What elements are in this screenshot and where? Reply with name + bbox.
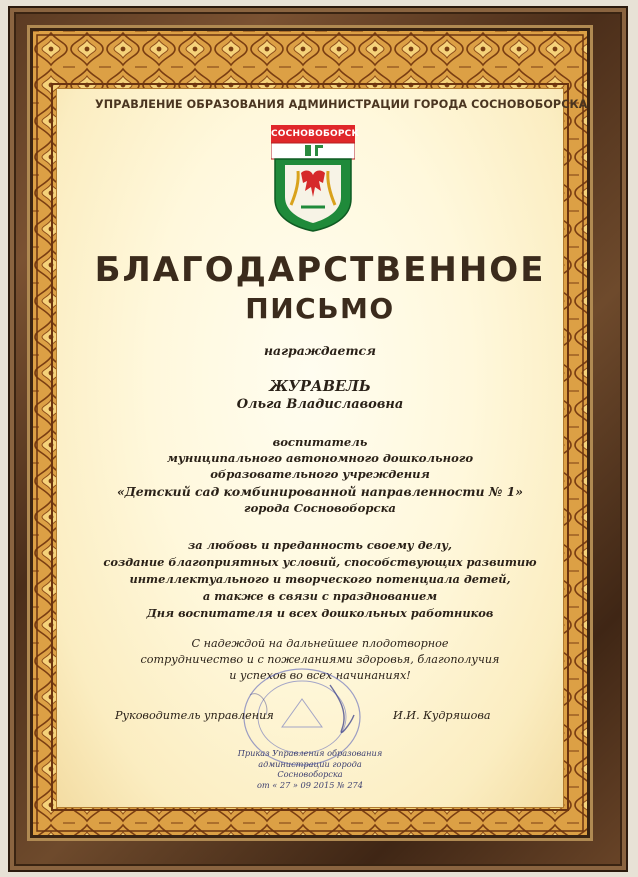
emblem-city-name: СОСНОВОБОРСК [271, 125, 355, 143]
reason-line: а также в связи с празднованием [202, 589, 438, 603]
document-title-line1: БЛАГОДАРСТВЕННОЕ [94, 250, 546, 290]
issuing-organization: УПРАВЛЕНИЕ ОБРАЗОВАНИЯ АДМИНИСТРАЦИИ ГОРОДА СОСНОВОБОРСКА [95, 98, 588, 111]
order-line: от « 27 » 09 2015 № 274 [257, 779, 363, 790]
wishes-line: сотрудничество и с пожеланиями здоровья, благополучия [140, 653, 500, 666]
wishes-line: и успехов во всех начинаниях! [229, 669, 411, 682]
awarded-label: награждается [264, 343, 376, 358]
reason-line: за любовь и преданность своему делу, [187, 538, 452, 552]
city-emblem [271, 125, 360, 233]
position-line: воспитатель [272, 435, 368, 449]
document-title-line2: ПИСЬМО [245, 292, 395, 325]
reason-line: создание благоприятных условий, способствующих развитию [103, 555, 537, 569]
reason-line: Дня воспитателя и всех дошкольных работников [146, 606, 494, 620]
signatory-name: И.И. Кудряшова [393, 709, 491, 722]
recipient-name: Ольга Владиславовна [236, 397, 404, 412]
position-line: образовательного учреждения [210, 467, 430, 481]
order-line: администрации города Сосновоборска [258, 758, 362, 779]
recipient-surname: ЖУРАВЕЛЬ [269, 378, 371, 395]
reason-line: интеллектуального и творческого потенциала детей, [129, 572, 511, 586]
signatory-role: Руководитель управления [115, 709, 274, 722]
position-line: муниципального автономного дошкольного [166, 451, 474, 465]
position-line: «Детский сад комбинированной направленности № 1» [117, 484, 523, 499]
position-line: города Сосновоборска [244, 501, 396, 515]
order-reference [235, 748, 385, 790]
order-line: Приказ Управления образования [237, 748, 383, 758]
wishes-line: С надеждой на дальнейшее плодотворное [191, 637, 449, 650]
